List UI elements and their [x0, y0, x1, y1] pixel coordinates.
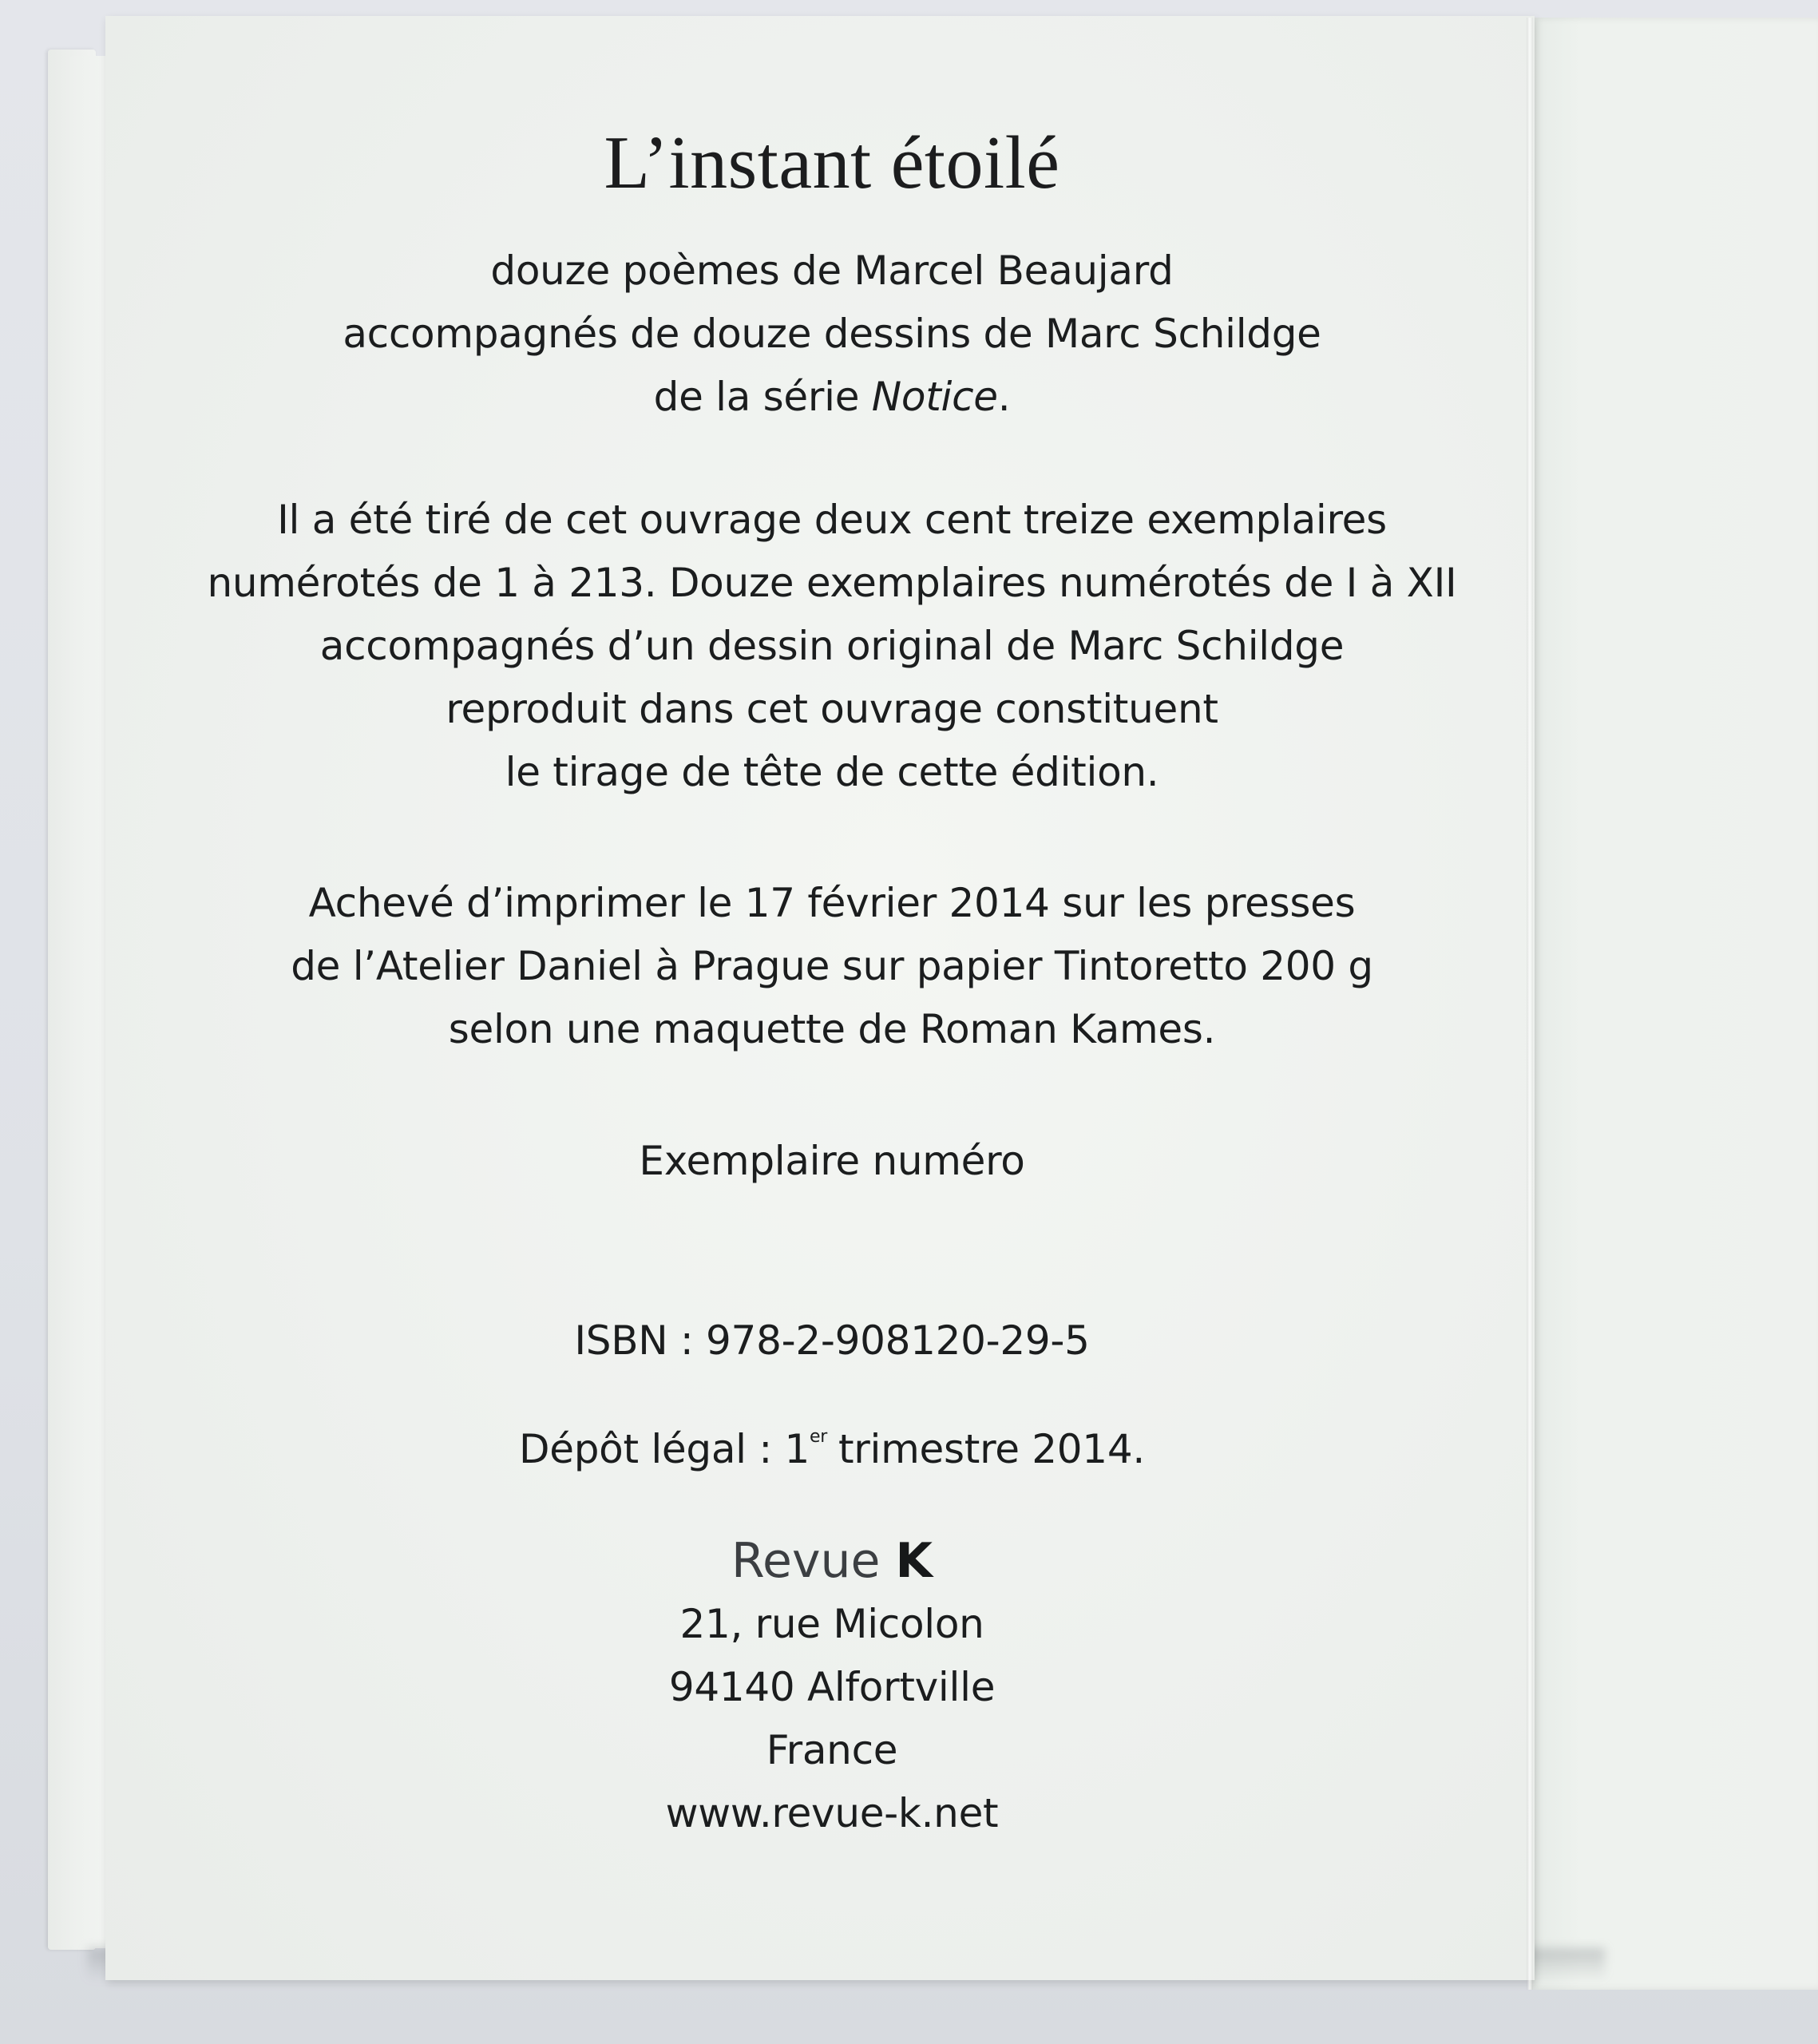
edition-line: le tirage de tête de cette édition.	[505, 749, 1159, 795]
printing-block	[105, 872, 1559, 1061]
printing-line: Achevé d’imprimer le 17 février 2014 sur les presses	[308, 880, 1356, 926]
printing-line: de l’Atelier Daniel à Prague sur papier Tintoretto 200 g	[291, 943, 1373, 989]
edition-line: reproduit dans cet ouvrage constituent	[446, 686, 1218, 732]
isbn: ISBN : 978-2-908120-29-5	[574, 1317, 1090, 1364]
copy-number	[105, 1130, 1559, 1193]
series-prefix: de la série	[653, 374, 872, 420]
credits-line-series	[105, 366, 1559, 429]
copy-number-label: Exemplaire numéro	[639, 1138, 1025, 1184]
publisher-city: 94140 Alfortville	[668, 1664, 996, 1710]
series-name: Notice	[871, 374, 998, 420]
legal-deposit-block	[105, 1405, 1559, 1481]
isbn-block	[105, 1309, 1559, 1373]
publisher-name-part1: Revue	[731, 1533, 881, 1589]
legal-deposit-suffix: trimestre 2014.	[838, 1426, 1145, 1472]
publisher-website: www.revue-k.net	[665, 1790, 999, 1836]
book-title: L’instant étoilé	[604, 121, 1060, 204]
publisher-country: France	[766, 1727, 898, 1773]
publisher-block	[105, 1529, 1559, 1845]
edition-line: numérotés de 1 à 213. Douze exemplaires numérotés de I à XII	[207, 560, 1457, 606]
edition-line: accompagnés d’un dessin original de Marc Schildge	[319, 623, 1345, 669]
facing-page	[1529, 18, 1818, 1990]
legal-deposit-ordinal: er	[810, 1427, 827, 1447]
edition-line: Il a été tiré de cet ouvrage deux cent treize exemplaires	[277, 497, 1387, 543]
printing-line: selon une maquette de Roman Kames.	[448, 1006, 1216, 1052]
credits-block	[105, 240, 1559, 429]
publisher-street: 21, rue Micolon	[679, 1601, 984, 1647]
series-suffix: .	[997, 374, 1011, 420]
credits-line-drawings: accompagnés de douze dessins de Marc Schildge	[343, 311, 1321, 357]
publisher-name	[105, 1529, 1559, 1593]
legal-deposit-prefix: Dépôt légal : 1	[519, 1426, 810, 1472]
credits-line-authors: douze poèmes de Marcel Beaujard	[490, 248, 1174, 294]
publisher-name-part2: K	[895, 1533, 933, 1589]
edition-block	[105, 489, 1559, 804]
legal-deposit	[105, 1405, 1559, 1481]
